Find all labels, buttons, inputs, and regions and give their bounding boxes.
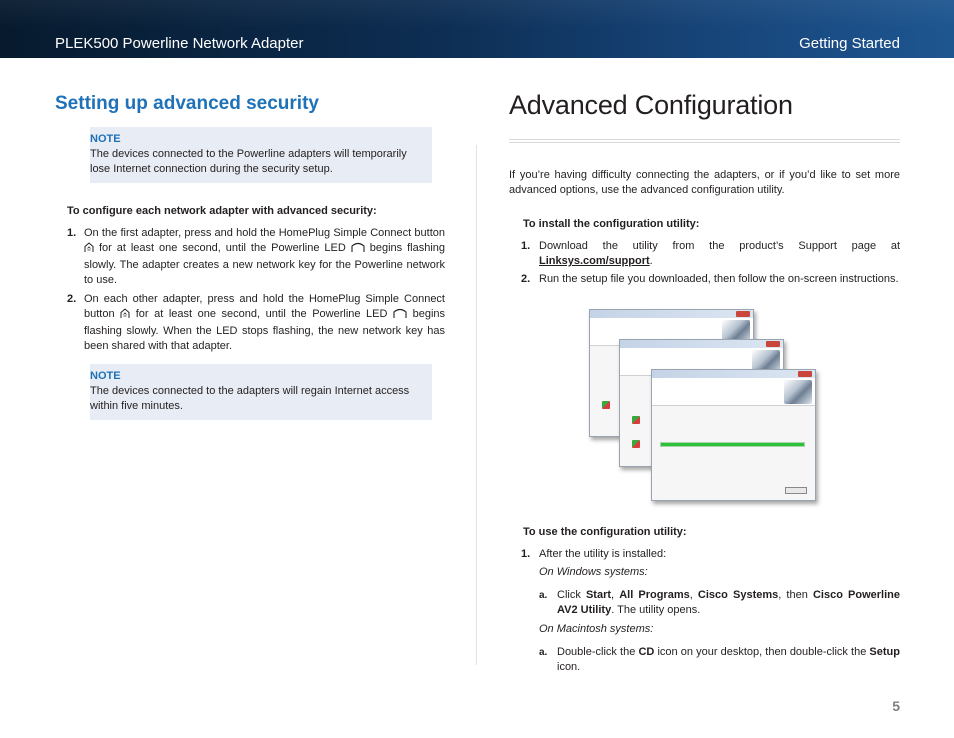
step-item	[509, 239, 900, 269]
step-text: After the utility is installed:	[539, 548, 667, 560]
intro-paragraph: If you’re having difficulty connecting the adapters, or if you’d like to set more advanced options, use the advanced configuration utility.	[509, 169, 900, 196]
note-label: NOTE	[90, 133, 121, 145]
step-text: Run the setup file you downloaded, then follow the on-screen instructions.	[539, 273, 899, 285]
windows-label: On Windows systems:	[539, 566, 648, 578]
powerline-led-icon	[351, 242, 365, 258]
step-text-part: begins flashing slowly. The adapter creates a new network key for the Powerline network to use.	[84, 242, 446, 286]
title-rule	[509, 139, 900, 143]
step-item	[55, 292, 445, 354]
cd-term: CD	[638, 646, 655, 658]
substep-letter: a.	[539, 590, 548, 601]
installer-window-progress	[651, 369, 816, 501]
text-part: , then	[778, 589, 813, 601]
substep-letter: a.	[539, 647, 548, 658]
text-part: Double-click the	[557, 646, 639, 658]
step-number: 1.	[67, 227, 77, 239]
step-text-part: for at least one second, until the Powerline LED	[98, 242, 346, 254]
install-steps	[509, 239, 900, 287]
step-number: 2.	[521, 273, 531, 285]
window-body	[652, 406, 815, 500]
right-column	[509, 90, 900, 675]
powerline-led-icon	[393, 308, 407, 324]
step-text-part: On each other adapter, press and hold the HomePlug Simple Connect button	[84, 293, 445, 320]
all-programs-term: All Programs	[619, 589, 690, 601]
procedure-steps	[55, 226, 445, 354]
step-item	[55, 226, 445, 288]
text-part: Click	[557, 589, 586, 601]
use-heading: To use the configuration utility:	[523, 526, 687, 538]
utility-name-term: Cisco Powerline AV2 Utility	[557, 589, 900, 616]
windows-substep	[539, 588, 900, 618]
window-titlebar	[590, 310, 753, 318]
step-number: 1.	[521, 240, 531, 252]
procedure-heading: To configure each network adapter with advanced security:	[67, 205, 377, 217]
note-box	[90, 364, 432, 420]
wizard-graphic-icon	[784, 380, 812, 404]
setup-term: Setup	[869, 646, 900, 658]
text-part: ,	[689, 589, 698, 601]
installer-icon	[602, 401, 610, 409]
window-titlebar	[620, 340, 783, 348]
column-divider	[476, 145, 477, 665]
step-text-part: Download the utility from the product’s Support page at	[539, 240, 900, 252]
step-text	[539, 239, 900, 269]
text-part: icon on your desktop, then double-click the	[654, 646, 870, 658]
installer-screenshots	[589, 309, 829, 509]
substep-text	[557, 645, 900, 675]
header-gradient-band	[0, 0, 954, 28]
close-icon	[736, 311, 750, 317]
step-text-part: begins flashing slowly. When the LED stops flashing, the new network key has been shared with that adapter.	[84, 308, 446, 352]
window-titlebar	[652, 370, 815, 378]
installer-icon	[632, 440, 640, 448]
text-part: icon.	[557, 661, 581, 673]
step-text	[84, 226, 445, 288]
step-text-part: for at least one second, until the Powerline LED	[135, 308, 388, 320]
note-text: The devices connected to the adapters will regain Internet access within five minutes.	[90, 385, 410, 412]
mac-substep	[539, 645, 900, 675]
step-text-part: .	[649, 255, 653, 267]
step-number: 2.	[67, 293, 77, 305]
start-menu-term: Start	[585, 589, 612, 601]
header-banner	[0, 0, 954, 58]
left-column	[55, 90, 445, 420]
page-title: Advanced Configuration	[509, 90, 793, 120]
step-item	[509, 547, 900, 562]
note-label: NOTE	[90, 370, 121, 382]
homeplug-button-icon	[120, 308, 130, 324]
step-text	[84, 292, 445, 354]
installer-icon	[632, 416, 640, 424]
close-icon	[798, 371, 812, 377]
text-part: ,	[611, 589, 620, 601]
mac-label: On Macintosh systems:	[539, 623, 654, 635]
text-part: . The utility opens.	[611, 604, 701, 616]
support-link[interactable]: Linksys.com/support	[539, 255, 650, 267]
step-number: 1.	[521, 548, 531, 560]
substep-text	[557, 588, 900, 618]
window-header	[652, 378, 815, 406]
note-text: The devices connected to the Powerline adapters will temporarily lose Internet connection during the security setup.	[90, 148, 407, 175]
install-progress-bar	[660, 442, 805, 447]
use-steps	[509, 547, 900, 562]
cisco-systems-term: Cisco Systems	[697, 589, 779, 601]
section-heading: Setting up advanced security	[55, 93, 319, 114]
page-number: 5	[892, 698, 900, 714]
step-item	[509, 272, 900, 287]
section-title: Getting Started	[799, 35, 900, 52]
step-text-part: On the first adapter, press and hold the HomePlug Simple Connect button	[84, 227, 445, 239]
homeplug-button-icon	[84, 242, 94, 258]
install-heading: To install the configuration utility:	[523, 218, 700, 230]
product-title: PLEK500 Powerline Network Adapter	[55, 35, 304, 52]
note-box	[90, 127, 432, 183]
cancel-button	[785, 487, 807, 494]
close-icon	[766, 341, 780, 347]
